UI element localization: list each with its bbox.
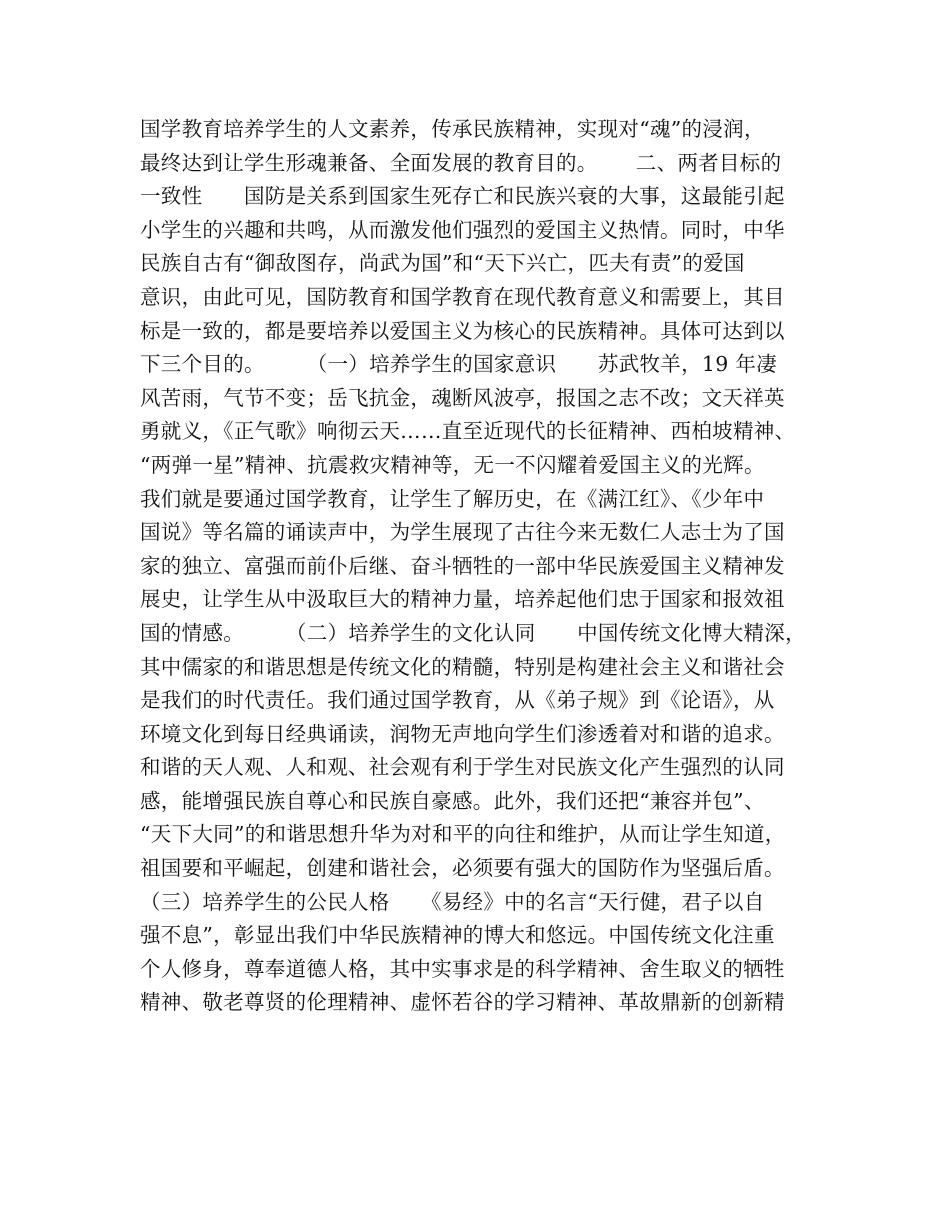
text-line: 个人修身，尊奉道德人格，其中实事求是的科学精神、舍生取义的牺牲 [140,956,785,981]
text-line: “天下大同”的和谐思想升华为对和平的向往和维护，从而让学生知道， [140,822,786,847]
text-line: 民族自古有“御敌图存，尚武为国”和“天下兴亡，匹夫有责”的爱国 [140,251,745,276]
text-line: 环境文化到每日经典诵读，润物无声地向学生们渗透着对和谐的追求。 [140,721,785,746]
text-line: 其中儒家的和谐思想是传统文化的精髓，特别是构建社会主义和谐社会 [140,654,785,679]
text-line: 最终达到让学生形魂兼备、全面发展的教育目的。 二、两者目标的 [140,150,782,175]
text-line: “两弹一星”精神、抗震救灾精神等，无一不闪耀着爱国主义的光辉。 [140,452,765,477]
text-line: 家的独立、富强而前仆后继、奋斗牺牲的一部中华民族爱国主义精神发 [140,553,785,578]
text-line: 展史，让学生从中汲取巨大的精神力量，培养起他们忠于国家和报效祖 [140,587,785,612]
text-line: 是我们的时代责任。我们通过国学教育，从《弟子规》到《论语》，从 [140,688,775,713]
text-line: 国学教育培养学生的人文素养，传承民族精神，实现对“魂”的浸润， [140,117,765,141]
text-line: 风苦雨，气节不变；岳飞抗金，魂断风波亭，报国之志不改；文天祥英 [140,385,785,410]
text-line: 感，能增强民族自尊心和民族自豪感。此外，我们还把“兼容并包”、 [140,788,765,813]
text-line: 和谐的天人观、人和观、社会观有利于学生对民族文化产生强烈的认同 [140,755,785,780]
text-line: 精神、敬老尊贤的伦理精神、虚怀若谷的学习精神、革故鼎新的创新精 [140,990,785,1015]
text-line: 标是一致的，都是要培养以爱国主义为核心的民族精神。具体可达到以 [140,318,785,343]
text-line: 一致性 国防是关系到国家生死存亡和民族兴衰的大事，这最能引起 [140,184,785,209]
text-line: 国的情感。 （二）培养学生的文化认同 中国传统文化博大精深， [140,620,806,645]
text-line: 祖国要和平崛起，创建和谐社会，必须要有强大的国防作为坚强后盾。 [140,856,785,881]
text-line: 强不息”，彰显出我们中华民族精神的博大和悠远。中国传统文化注重 [140,923,775,948]
text-line: 我们就是要通过国学教育，让学生了解历史，在《满江红》、《少年中 [140,486,765,511]
text-line: （三）培养学生的公民人格 《易经》中的名言“天行健，君子以自 [140,889,765,914]
body-text [140,113,820,1020]
text-line: 意识，由此可见，国防教育和国学教育在现代教育意义和需要上，其目 [140,284,785,309]
text-line: 勇就义，《正气歌》响彻云天……直至近现代的长征精神、西柏坡精神、 [140,419,796,444]
text-line: 国说》等名篇的诵读声中，为学生展现了古往今来无数仁人志士为了国 [140,520,785,545]
text-line: 下三个目的。 （一）培养学生的国家意识 苏武牧羊，19 年凄 [140,352,777,377]
text-line: 小学生的兴趣和共鸣，从而激发他们强烈的爱国主义热情。同时，中华 [140,217,785,242]
